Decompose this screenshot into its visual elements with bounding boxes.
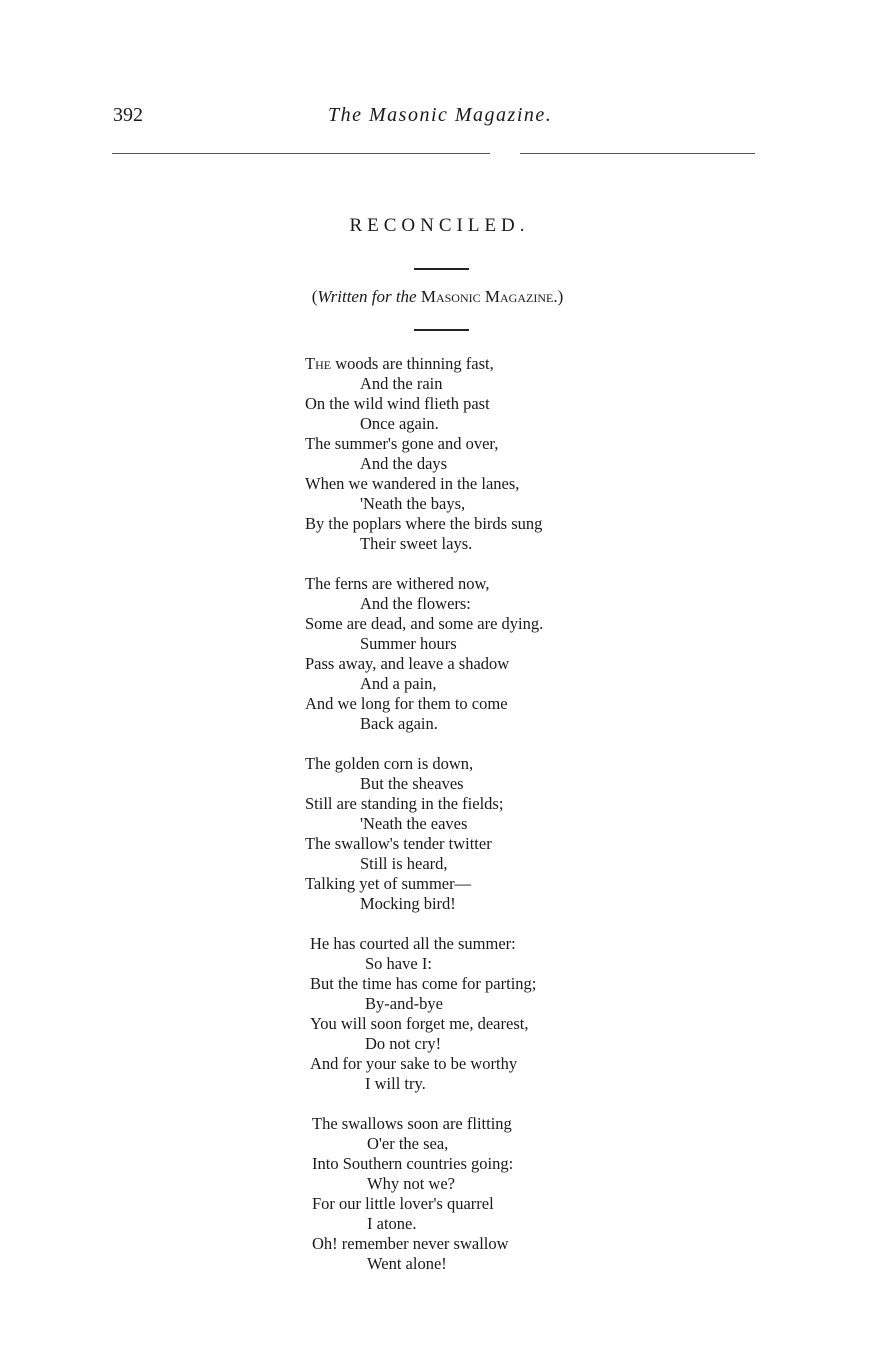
poem-title: RECONCILED. [349,215,530,236]
stanza-5 [312,1114,625,1274]
poem-line: But the time has come for parting; [310,974,537,993]
poem-line: 'Neath the bays, [360,494,466,513]
poem-line: Talking yet of summer— [305,874,472,893]
poem-line: Went alone! [367,1254,447,1273]
poem-line: Summer hours [360,634,457,653]
poem-line: Their sweet lays. [360,534,473,553]
poem-body [305,354,625,1294]
subtitle-open-paren: ( [311,287,318,306]
poem-line: The summer's gone and over, [305,434,499,453]
poem-line: O'er the sea, [367,1134,449,1153]
poem-line: Pass away, and leave a shadow [305,654,510,673]
poem-line: Once again. [360,414,439,433]
poem-line: The golden corn is down, [305,754,474,773]
stanza-4 [310,934,625,1094]
poem-line: I will try. [365,1074,426,1093]
stanza-3 [305,754,625,914]
poem-line: The ferns are withered now, [305,574,490,593]
poem-line: The swallow's tender twitter [305,834,492,853]
poem-line: And the flowers: [360,594,471,613]
header-rule [112,153,755,154]
poem-line: I atone. [367,1214,417,1233]
poem-line: But the sheaves [360,774,464,793]
poem-line: The swallows soon are flitting [312,1114,512,1133]
poem-line: And the days [360,454,448,473]
title-rule-top [414,268,469,270]
poem-line: And a pain, [360,674,437,693]
poem-line: So have I: [365,954,432,973]
title-rule-bottom [414,329,469,331]
poem-line: For our little lover's quarrel [312,1194,494,1213]
first-word: The [305,354,332,373]
poem-line-text: woods are thinning fast, [335,354,494,373]
stanza-2 [305,574,625,734]
poem-subtitle [0,287,869,307]
journal-title: The Masonic Magazine. [328,104,553,126]
subtitle-magazine-name: Masonic Magazine. [420,287,558,306]
poem-line: Into Southern countries going: [312,1154,514,1173]
poem-line: When we wandered in the lanes, [305,474,520,493]
poem-line: And the rain [360,374,443,393]
header-rule-gap [490,150,520,156]
poem-line [305,354,625,374]
running-head [0,104,869,134]
poem-line: You will soon forget me, dearest, [310,1014,529,1033]
poem-line: By the poplars where the birds sung [305,514,543,533]
poem-line: Do not cry! [365,1034,442,1053]
page-number: 392 [113,104,143,126]
poem-line: Mocking bird! [360,894,456,913]
subtitle-close-paren: ) [557,287,564,306]
poem-line: Still is heard, [360,854,448,873]
poem-line: Oh! remember never swallow [312,1234,509,1253]
poem-line: By-and-bye [365,994,443,1013]
poem-line: And for your sake to be worthy [310,1054,518,1073]
poem-line: Why not we? [367,1174,455,1193]
poem-line: Some are dead, and some are dying. [305,614,544,633]
poem-line: Still are standing in the fields; [305,794,504,813]
poem-line: He has courted all the summer: [310,934,516,953]
poem-line: Back again. [360,714,438,733]
poem-line: 'Neath the eaves [360,814,468,833]
stanza-1 [305,354,625,554]
poem-line: On the wild wind flieth past [305,394,490,413]
poem-line: And we long for them to come [305,694,508,713]
subtitle-italic: Written for the [317,287,417,306]
